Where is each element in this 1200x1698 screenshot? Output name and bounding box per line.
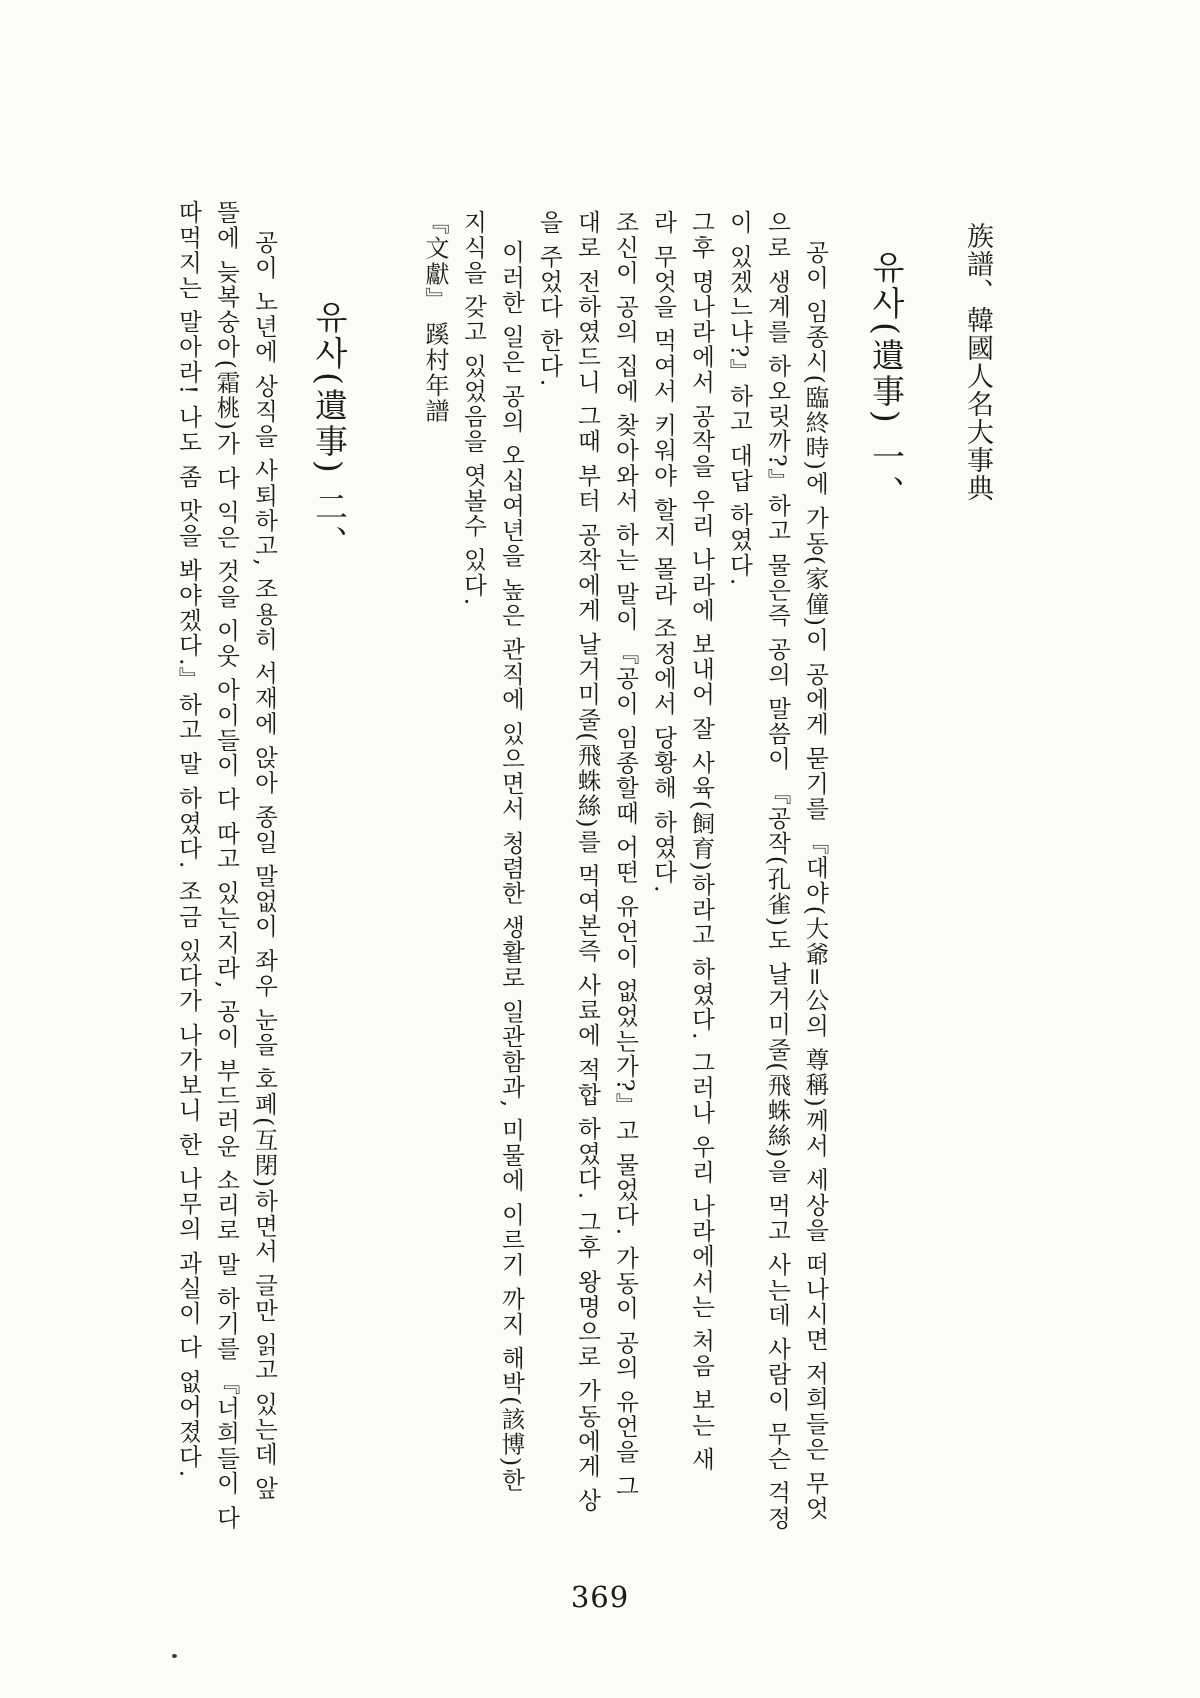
body-line: 이 있겠느냐?』하고 대답 하였다. bbox=[725, 210, 754, 587]
body-line: 그후 명나라에서 공작을 우리 나라에 보내어 잘 사육(飼育)하라고 하였다. 그러나 우리 나라에서는 처음 보는 새 bbox=[687, 210, 716, 1472]
ink-speck bbox=[172, 1654, 177, 1658]
section-title-1: 유사(遺事) 一、 bbox=[867, 250, 906, 512]
body-line: 지식을 갖고 있었음을 엿볼수 있다. bbox=[459, 210, 488, 607]
page-number: 369 bbox=[570, 1580, 630, 1614]
source-note: 『文獻』 蹊村年譜 bbox=[421, 210, 449, 425]
body-line: 으로 생계를 하오릿까?』하고 물은즉 공의 말씀이 『공작(孔雀)도 날거미줄(飛蛛絲)을 먹고 사는데 사람이 무슨 걱정 bbox=[763, 210, 792, 1531]
body-line: 라 무엇을 먹여서 키워야 할지 몰라 조정에서 당황해 하였다. bbox=[649, 210, 678, 895]
body-line: 따먹지는 말아라! 나도 좀 맛을 봐야겠다.』하고 말 하였다. 조금 있다가 나가보니 한 나무의 과실이 다 없어졌다. bbox=[174, 200, 203, 1479]
body-line: 공이 노년에 상직을 사퇴하고, 조용히 서재에 앉아 종일 말없이 좌우 눈을 호폐(互閉)하면서 글만 읽고 있는데 앞 bbox=[250, 230, 279, 1502]
section-title-2: 유사(遺事) 二、 bbox=[310, 300, 349, 562]
running-head: 族譜、韓國人名大事典 bbox=[962, 222, 993, 502]
body-line: 조신이 공의 집에 찾아와서 하는 말이 『공이 임종할때 어떤 유언이 없었는가?』고 물었다. 가동이 공의 유언을 그 bbox=[611, 210, 640, 1499]
body-line: 공이 임종시(臨終時)에 가동(家僮)이 공에게 묻기를 『대야(大爺=公의 尊稱)께서 세상을 떠나시면 저희들은 무엇 bbox=[801, 240, 830, 1521]
body-line: 뜰에 늦복숭아(霜桃)가 다 익은 것을 이웃 아이들이 다 따고 있는지라, 공이 부드러운 소리로 말 하기를 『너희들이 다 bbox=[212, 200, 241, 1531]
body-line: 을 주었다 한다. bbox=[535, 210, 564, 388]
body-line: 대로 전하였드니 그때 부터 공작에게 날거미줄(飛蛛絲)를 먹여본즉 사료에 적합 하였다. 그후 왕명으로 가동에게 상 bbox=[573, 210, 602, 1514]
body-line: 이러한 일은 공의 오십여년을 높은 관직에 있으면서 청렴한 생활로 일관함과, 미물에 이르기 까지 해박(該博)한 bbox=[497, 240, 526, 1493]
